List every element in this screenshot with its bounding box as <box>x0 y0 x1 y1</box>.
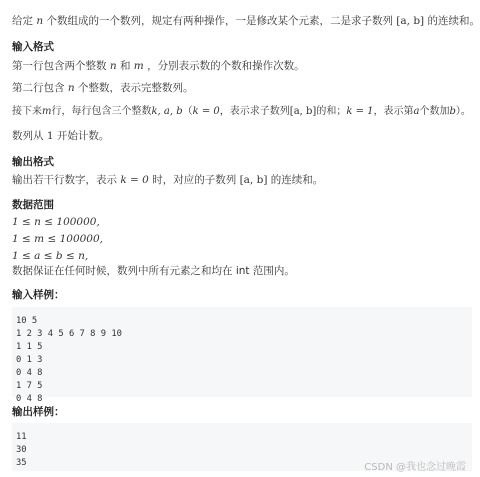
code-line: 1 1 5 <box>16 342 43 352</box>
code-line: 0 4 8 <box>16 368 43 378</box>
output-sample-heading: 输出样例： <box>12 406 65 418</box>
code-line: 30 <box>16 445 27 455</box>
code-line: 1 2 3 4 5 6 7 8 9 10 <box>16 329 122 339</box>
input-sample-block <box>12 307 472 404</box>
data-range-heading: 数据范围 <box>12 199 54 211</box>
input-format-heading: 输入格式 <box>12 41 54 53</box>
code-line: 0 1 3 <box>16 355 43 365</box>
input-format-line-1: 第一行包含两个整数 n 和 m ，分别表示数的个数和操作次数。 <box>12 60 305 72</box>
input-format-line-4: 数列从 1 开始计数。 <box>12 130 110 142</box>
input-format-line-2: 第二行包含 n 个整数，表示完整数列。 <box>12 82 194 94</box>
code-line: 0 4 8 <box>16 394 43 404</box>
output-format-heading: 输出格式 <box>12 156 54 168</box>
code-line: 10 5 <box>16 316 38 326</box>
constraint-note: 数据保证在任何时候，数列中所有元素之和均在 int 范围内。 <box>12 265 295 277</box>
code-line: 35 <box>16 458 27 468</box>
input-format-line-3: 接下来m行，每行包含三个整数k, a, b（k = 0，表示求子数列[a, b]的和；k = 1，表示第a个数加b）。 <box>12 106 471 117</box>
intro-paragraph: 给定 n 个数组成的一个数列，规定有两种操作，一是修改某个元素，二是求子数列 [a, b] 的连续和。 <box>12 15 480 27</box>
watermark: CSDN @我也念过晚霞 <box>364 462 466 473</box>
constraint-m: 1 ≤ m ≤ 100000, <box>12 233 104 245</box>
constraint-n: 1 ≤ n ≤ 100000, <box>12 216 100 228</box>
code-line: 11 <box>16 432 27 442</box>
code-line: 1 7 5 <box>16 381 43 391</box>
output-format-line-1: 输出若干行数字，表示 k = 0 时，对应的子数列 [a, b] 的连续和。 <box>12 174 324 186</box>
constraint-ab: 1 ≤ a ≤ b ≤ n, <box>12 250 89 262</box>
input-sample-heading: 输入样例： <box>12 289 65 301</box>
